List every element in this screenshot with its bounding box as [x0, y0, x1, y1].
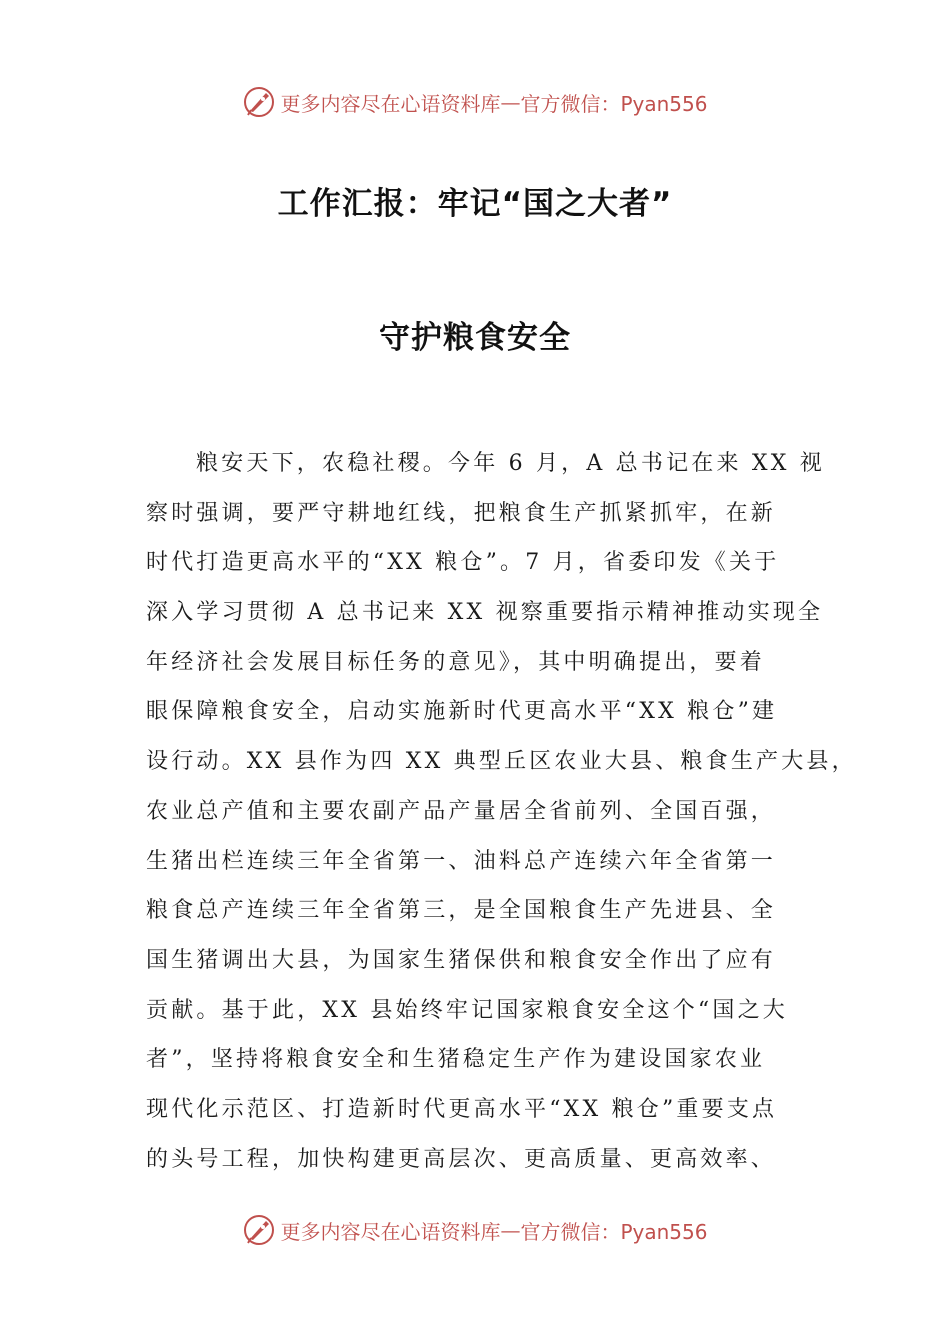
document-subtitle: 守护粮食安全	[379, 320, 571, 356]
body-line: 深入学习贯彻 A 总书记来 XX 视察重要指示精神推动实现全	[146, 600, 824, 626]
body-line: 粮安天下，农稳社稷。今年 6 月，A 总书记在来 XX 视	[196, 451, 825, 476]
body-line: 眼保障粮食安全，启动实施新时代更高水平“XX 粮仓”建	[146, 699, 778, 725]
body-line: 贡献。基于此，XX 县始终牢记国家粮食安全这个“国之大	[146, 997, 788, 1023]
body-line: 年经济社会发展目标任务的意见》，其中明确提出，要着	[146, 649, 766, 675]
body-line: 察时强调，要严守耕地红线，把粮食生产抓紧抓牢，在新	[146, 500, 777, 526]
watermark-site-text: 更多内容尽在心语资料库	[280, 1219, 501, 1244]
watermark-wechat-text: 官方微信：Pyan556	[520, 1219, 708, 1244]
quill-logo-icon	[242, 85, 276, 119]
watermark-wechat-text: 官方微信：Pyan556	[520, 91, 708, 116]
document-title: 工作汇报：牢记“国之大者”	[277, 186, 673, 222]
watermark-dash: —	[500, 90, 521, 114]
body-line: 粮食总产连续三年全省第三，是全国粮食生产先进县、全	[146, 898, 777, 924]
body-line: 者”，坚持将粮食安全和生猪稳定生产作为建设国家农业	[146, 1047, 766, 1073]
body-paragraph	[146, 439, 857, 1184]
quill-logo-icon	[242, 1213, 276, 1247]
body-line: 时代打造更高水平的“XX 粮仓”。7 月，省委印发《关于	[146, 550, 780, 576]
body-line: 设行动。XX 县作为四 XX 典型丘区农业大县、粮食生产大县，	[146, 749, 857, 775]
watermark-dash: —	[500, 1218, 521, 1242]
body-line: 的头号工程，加快构建更高层次、更高质量、更高效率、	[146, 1146, 777, 1172]
body-line: 国生猪调出大县，为国家生猪保供和粮食安全作出了应有	[146, 947, 777, 973]
watermark-footer	[0, 1210, 950, 1250]
watermark-header	[0, 82, 950, 122]
body-line: 现代化示范区、打造新时代更高水平“XX 粮仓”重要支点	[146, 1096, 778, 1122]
watermark-site-text: 更多内容尽在心语资料库	[280, 91, 501, 116]
body-line: 生猪出栏连续三年全省第一、油料总产连续六年全省第一	[146, 848, 777, 874]
body-line: 农业总产值和主要农副产品产量居全省前列、全国百强，	[146, 798, 777, 824]
